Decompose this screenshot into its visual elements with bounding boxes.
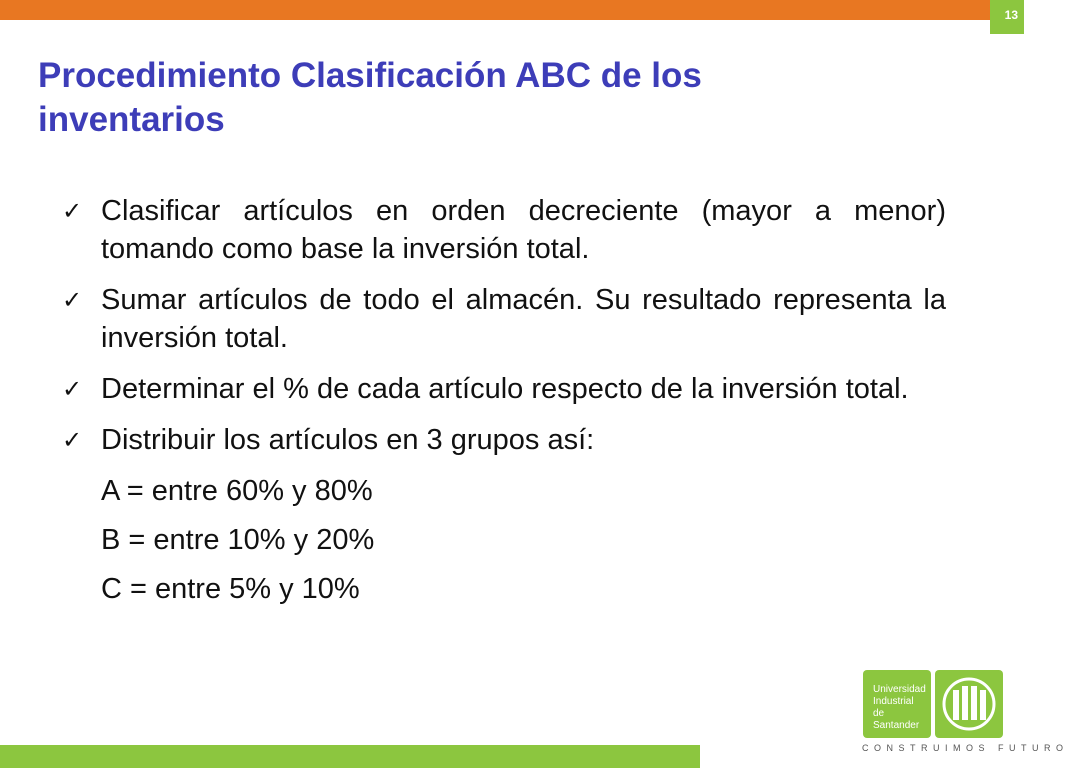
uis-logo-icon <box>935 670 1003 738</box>
bullet-text: Determinar el % de cada artículo respecto de la inversión total. <box>101 373 909 405</box>
checkmark-icon: ✓ <box>62 286 83 314</box>
checkmark-icon: ✓ <box>62 197 83 225</box>
bullet-item <box>58 421 946 459</box>
group-list <box>58 472 946 608</box>
top-accent-bar <box>0 0 990 20</box>
logo-line: Industrial de <box>873 696 914 719</box>
bullet-text: Distribuir los artículos en 3 grupos así: <box>101 424 595 456</box>
group-b: B = entre 10% y 20% <box>101 524 375 556</box>
logo-slogan: CONSTRUIMOS FUTURO <box>862 743 1069 753</box>
checkmark-icon: ✓ <box>62 375 83 403</box>
logo-line: Universidad <box>873 684 926 695</box>
group-a: A = entre 60% y 80% <box>101 475 373 507</box>
checkmark-icon: ✓ <box>62 426 83 454</box>
bullet-list <box>58 192 946 459</box>
bullet-item <box>58 281 946 357</box>
university-logo <box>863 670 931 738</box>
slide-content <box>58 192 946 619</box>
group-c: C = entre 5% y 10% <box>101 573 360 605</box>
bullet-text: Clasificar artículos en orden decreciente (mayor a menor) tomando como base la inversión total. <box>101 195 946 265</box>
bullet-item <box>58 192 946 268</box>
bullet-text: Sumar artículos de todo el almacén. Su resultado representa la inversión total. <box>101 284 946 354</box>
slide-title: Procedimiento Clasificación ABC de los inventarios <box>38 56 702 139</box>
page-number: 13 <box>990 0 1024 34</box>
bottom-accent-bar <box>0 745 700 768</box>
bullet-item <box>58 370 946 408</box>
logo-line: Santander <box>873 720 920 731</box>
